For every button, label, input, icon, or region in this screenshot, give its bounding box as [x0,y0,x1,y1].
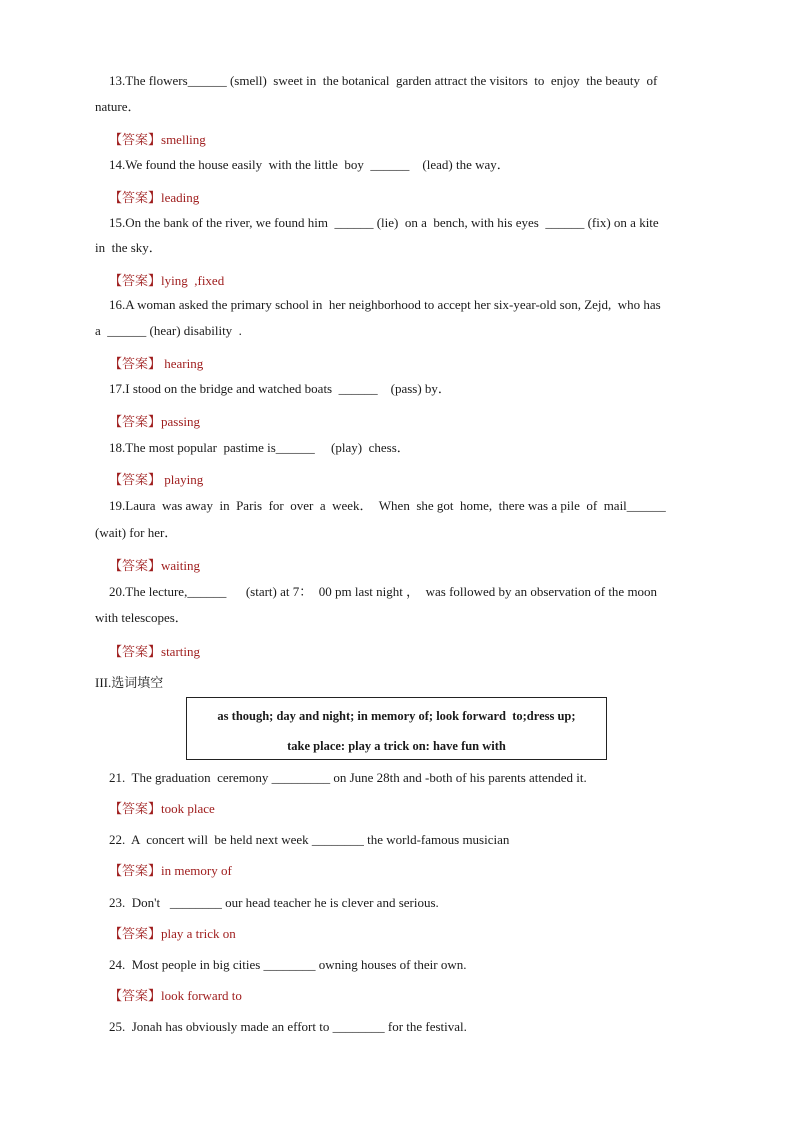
question-25: 25. Jonah has obviously made an effort to ________ for the festival. [109,1019,467,1034]
question-21: 21. The graduation ceremony _________ on June 28th and -both of his parents attended it. [109,770,587,785]
answer-21-text: took place [161,801,215,816]
answer-23-text: play a trick on [161,926,236,941]
question-18: 18.The most popular pastime is______ (play) chess． [109,440,410,455]
answer-18 [109,472,203,488]
answer-tag: 【答案】 [109,558,162,573]
question-17: 17.I stood on the bridge and watched boats ______ (pass) by． [109,381,451,396]
answer-17-text: passing [161,414,201,429]
answer-tag: 【答案】 [109,356,162,371]
answer-13-text: smelling [161,132,206,147]
answer-tag: 【答案】 [109,801,162,816]
question-19-continued: (wait) for her． [95,525,178,540]
answer-tag: 【答案】 [109,988,162,1003]
answer-tag: 【答案】 [109,926,162,941]
answer-16-text: hearing [161,356,204,371]
question-14: 14.We found the house easily with the little boy ______ (lead) the way． [109,157,510,172]
question-24: 24. Most people in big cities ________ owning houses of their own. [109,957,467,972]
question-13: 13.The flowers______ (smell) sweet in the botanical garden attract the visitors to enjoy the beauty of [109,73,658,88]
word-bank-line-1: as though; day and night; in memory of; look forward to;dress up; [217,709,576,723]
answer-20-text: starting [161,644,201,659]
question-19: 19.Laura was away in Paris for over a week． When she got home, there was a pile of mail______ [109,498,666,513]
answer-15 [109,273,224,289]
answer-14-text: leading [161,190,200,205]
answer-14 [109,190,199,206]
answer-15-text: lying ,fixed [161,273,225,288]
answer-24-text: look forward to [161,988,242,1003]
answer-21 [109,801,215,817]
section-title: III.选词填空 [95,675,164,690]
answer-20 [109,644,200,660]
word-bank-box [186,697,607,760]
question-16-continued: a ______ (hear) disability . [95,323,242,338]
answer-tag: 【答案】 [109,132,162,147]
answer-19 [109,558,200,574]
question-13-continued: nature． [95,99,141,114]
question-23: 23. Don't ________ our head teacher he is clever and serious. [109,895,439,910]
answer-tag: 【答案】 [109,273,162,288]
answer-23 [109,926,236,942]
question-22: 22. A concert will be held next week ________ the world-famous musician [109,832,510,847]
answer-tag: 【答案】 [109,472,162,487]
word-bank-line-2: take place: play a trick on: have fun with [287,739,506,753]
answer-19-text: waiting [161,558,201,573]
question-20-continued: with telescopes． [95,610,188,625]
answer-18-text: playing [161,472,204,487]
answer-22-text: in memory of [161,863,232,878]
answer-tag: 【答案】 [109,863,162,878]
question-15-continued: in the sky． [95,240,162,255]
answer-tag: 【答案】 [109,644,162,659]
answer-tag: 【答案】 [109,190,162,205]
answer-tag: 【答案】 [109,414,162,429]
answer-24 [109,988,242,1004]
question-20: 20.The lecture,______ (start) at 7： 00 pm last night ， was followed by an observation of the moon [109,584,658,599]
answer-13 [109,132,206,148]
answer-22 [109,863,232,879]
question-16: 16.A woman asked the primary school in her neighborhood to accept her six-year-old son, Zejd, who has [109,297,661,312]
answer-17 [109,414,200,430]
question-15: 15.On the bank of the river, we found him ______ (lie) on a bench, with his eyes ______ (fix) on a kite [109,215,659,230]
answer-16 [109,356,203,372]
